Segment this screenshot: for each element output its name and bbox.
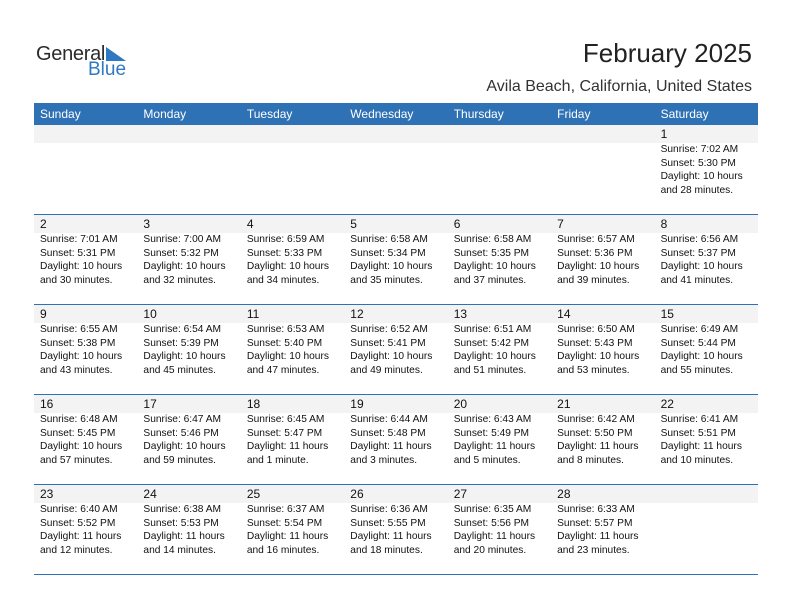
daylight-text: Daylight: 10 hours <box>246 261 329 272</box>
daylight-minutes: and 12 minutes. <box>40 544 113 556</box>
day-number: 7 <box>551 215 654 233</box>
day-cell <box>655 125 758 214</box>
day-number: 2 <box>34 215 137 233</box>
sunrise-text: Sunrise: 6:51 AM <box>453 324 532 335</box>
logo-general-text: General <box>36 43 106 65</box>
sunset-text: Sunset: 5:42 PM <box>453 337 530 349</box>
daylight-minutes: and 55 minutes. <box>660 364 734 376</box>
daylight-minutes: and 45 minutes. <box>143 364 216 376</box>
sunrise-text: Sunrise: 7:01 AM <box>40 234 118 245</box>
location-subtitle: Avila Beach, California, United States <box>486 78 752 95</box>
sunset-text: Sunset: 5:56 PM <box>453 517 530 529</box>
daylight-minutes: and 30 minutes. <box>40 274 113 286</box>
sunset-text: Sunset: 5:47 PM <box>246 427 323 439</box>
weekday-header-friday: Friday <box>557 107 591 121</box>
daylight-text: Daylight: 11 hours <box>40 531 122 542</box>
daylight-text: Daylight: 10 hours <box>453 261 536 272</box>
sunset-text: Sunset: 5:40 PM <box>246 337 323 349</box>
daylight-minutes: and 51 minutes. <box>453 364 527 376</box>
daylight-minutes: and 18 minutes. <box>350 544 423 556</box>
daylight-text: Daylight: 10 hours <box>143 351 226 362</box>
sunrise-text: Sunrise: 7:00 AM <box>143 234 222 245</box>
sunset-text: Sunset: 5:50 PM <box>557 427 633 439</box>
sunrise-text: Sunrise: 6:55 AM <box>40 324 118 335</box>
daylight-text: Daylight: 10 hours <box>660 261 743 272</box>
daylight-minutes: and 20 minutes. <box>453 544 527 556</box>
weekday-header-thursday: Thursday <box>453 107 504 121</box>
day-cell <box>448 485 551 574</box>
day-number: 13 <box>448 305 551 323</box>
day-cell <box>448 395 551 484</box>
sunrise-text: Sunrise: 6:48 AM <box>40 414 118 425</box>
daylight-minutes: and 35 minutes. <box>350 274 423 286</box>
page-title: February 2025 <box>582 38 752 68</box>
daylight-text: Daylight: 11 hours <box>453 441 536 452</box>
day-number: 17 <box>137 395 240 413</box>
empty-day-cell <box>655 485 758 574</box>
day-number: 15 <box>655 305 758 323</box>
day-cell <box>344 215 447 304</box>
day-cell <box>34 215 137 304</box>
week-row <box>34 215 758 305</box>
day-number: 18 <box>241 395 344 413</box>
sunset-text: Sunset: 5:54 PM <box>246 517 323 529</box>
daylight-minutes: and 39 minutes. <box>557 274 630 286</box>
day-number <box>655 485 758 503</box>
weekday-header-row <box>34 103 758 125</box>
sunrise-text: Sunrise: 6:54 AM <box>143 324 222 335</box>
sunset-text: Sunset: 5:31 PM <box>40 247 116 259</box>
day-number <box>344 125 447 143</box>
sunset-text: Sunset: 5:35 PM <box>453 247 530 259</box>
daylight-text: Daylight: 10 hours <box>350 261 433 272</box>
calendar-weeks <box>34 125 758 575</box>
day-number: 1 <box>655 125 758 143</box>
day-number: 24 <box>137 485 240 503</box>
empty-day-cell <box>448 125 551 214</box>
day-number: 5 <box>344 215 447 233</box>
day-cell <box>448 305 551 394</box>
day-number: 14 <box>551 305 654 323</box>
day-number: 20 <box>448 395 551 413</box>
sunrise-text: Sunrise: 7:02 AM <box>660 144 739 155</box>
day-number <box>137 125 240 143</box>
sunset-text: Sunset: 5:45 PM <box>40 427 116 439</box>
day-cell <box>137 305 240 394</box>
daylight-text: Daylight: 10 hours <box>350 351 433 362</box>
day-number <box>551 125 654 143</box>
daylight-text: Daylight: 11 hours <box>246 441 329 452</box>
sunrise-text: Sunrise: 6:45 AM <box>246 414 325 425</box>
sunset-text: Sunset: 5:53 PM <box>143 517 219 529</box>
day-cell <box>551 485 654 574</box>
weekday-header-wednesday: Wednesday <box>350 107 414 121</box>
empty-day-cell <box>137 125 240 214</box>
logo-blue-text: Blue <box>88 59 127 80</box>
sunrise-text: Sunrise: 6:38 AM <box>143 504 222 515</box>
day-cell <box>551 215 654 304</box>
day-number: 12 <box>344 305 447 323</box>
week-row <box>34 395 758 485</box>
day-cell <box>137 215 240 304</box>
sunset-text: Sunset: 5:38 PM <box>40 337 116 349</box>
daylight-text: Daylight: 10 hours <box>660 351 743 362</box>
daylight-text: Daylight: 10 hours <box>40 441 123 452</box>
day-cell <box>448 215 551 304</box>
day-cell <box>137 485 240 574</box>
day-number: 28 <box>551 485 654 503</box>
daylight-minutes: and 14 minutes. <box>143 544 216 556</box>
day-cell <box>241 215 344 304</box>
daylight-minutes: and 16 minutes. <box>246 544 320 556</box>
daylight-text: Daylight: 10 hours <box>143 261 226 272</box>
daylight-minutes: and 3 minutes. <box>350 454 418 466</box>
day-number: 6 <box>448 215 551 233</box>
day-number: 4 <box>241 215 344 233</box>
daylight-minutes: and 5 minutes. <box>453 454 521 466</box>
daylight-minutes: and 1 minute. <box>246 454 309 466</box>
daylight-text: Daylight: 11 hours <box>453 531 536 542</box>
weekday-header-saturday: Saturday <box>660 107 709 121</box>
sunset-text: Sunset: 5:37 PM <box>660 247 736 259</box>
daylight-minutes: and 53 minutes. <box>557 364 630 376</box>
daylight-minutes: and 59 minutes. <box>143 454 216 466</box>
daylight-text: Daylight: 10 hours <box>246 351 329 362</box>
weekday-header-monday: Monday <box>143 107 187 121</box>
sunset-text: Sunset: 5:57 PM <box>557 517 633 529</box>
daylight-text: Daylight: 11 hours <box>350 441 432 452</box>
sunset-text: Sunset: 5:49 PM <box>453 427 530 439</box>
daylight-text: Daylight: 10 hours <box>557 351 640 362</box>
daylight-minutes: and 57 minutes. <box>40 454 113 466</box>
day-number: 3 <box>137 215 240 233</box>
sunrise-text: Sunrise: 6:58 AM <box>453 234 532 245</box>
sunset-text: Sunset: 5:52 PM <box>40 517 116 529</box>
sunrise-text: Sunrise: 6:50 AM <box>557 324 635 335</box>
day-number <box>34 125 137 143</box>
brand-logo <box>36 43 136 83</box>
sunrise-text: Sunrise: 6:47 AM <box>143 414 222 425</box>
sunset-text: Sunset: 5:36 PM <box>557 247 633 259</box>
daylight-text: Daylight: 11 hours <box>660 441 742 452</box>
daylight-minutes: and 41 minutes. <box>660 274 734 286</box>
day-cell <box>241 305 344 394</box>
week-row <box>34 125 758 215</box>
daylight-text: Daylight: 10 hours <box>557 261 640 272</box>
day-cell <box>34 485 137 574</box>
empty-day-cell <box>241 125 344 214</box>
sunset-text: Sunset: 5:55 PM <box>350 517 426 529</box>
day-number: 26 <box>344 485 447 503</box>
sunrise-text: Sunrise: 6:57 AM <box>557 234 635 245</box>
day-number: 21 <box>551 395 654 413</box>
empty-day-cell <box>551 125 654 214</box>
day-number: 8 <box>655 215 758 233</box>
daylight-text: Daylight: 11 hours <box>557 531 639 542</box>
day-number: 25 <box>241 485 344 503</box>
sunset-text: Sunset: 5:46 PM <box>143 427 219 439</box>
sunrise-text: Sunrise: 6:35 AM <box>453 504 532 515</box>
weekday-header-tuesday: Tuesday <box>246 107 293 121</box>
daylight-text: Daylight: 11 hours <box>557 441 639 452</box>
daylight-minutes: and 43 minutes. <box>40 364 113 376</box>
day-number: 11 <box>241 305 344 323</box>
sunrise-text: Sunrise: 6:37 AM <box>246 504 325 515</box>
day-number: 27 <box>448 485 551 503</box>
sunrise-text: Sunrise: 6:42 AM <box>557 414 635 425</box>
day-cell <box>344 305 447 394</box>
sunset-text: Sunset: 5:32 PM <box>143 247 219 259</box>
day-cell <box>344 395 447 484</box>
daylight-text: Daylight: 10 hours <box>143 441 226 452</box>
day-cell <box>551 395 654 484</box>
sunset-text: Sunset: 5:34 PM <box>350 247 426 259</box>
sunrise-text: Sunrise: 6:33 AM <box>557 504 635 515</box>
daylight-minutes: and 8 minutes. <box>557 454 624 466</box>
empty-day-cell <box>344 125 447 214</box>
daylight-text: Daylight: 10 hours <box>453 351 536 362</box>
daylight-text: Daylight: 10 hours <box>660 171 743 182</box>
day-cell <box>655 395 758 484</box>
sunrise-text: Sunrise: 6:36 AM <box>350 504 428 515</box>
daylight-minutes: and 49 minutes. <box>350 364 423 376</box>
daylight-text: Daylight: 11 hours <box>143 531 225 542</box>
sunset-text: Sunset: 5:39 PM <box>143 337 219 349</box>
day-number: 9 <box>34 305 137 323</box>
daylight-minutes: and 37 minutes. <box>453 274 527 286</box>
sunset-text: Sunset: 5:41 PM <box>350 337 426 349</box>
sunrise-text: Sunrise: 6:56 AM <box>660 234 739 245</box>
day-number: 19 <box>344 395 447 413</box>
day-cell <box>241 485 344 574</box>
sunrise-text: Sunrise: 6:40 AM <box>40 504 118 515</box>
daylight-minutes: and 32 minutes. <box>143 274 216 286</box>
day-number: 10 <box>137 305 240 323</box>
day-number <box>241 125 344 143</box>
day-number: 22 <box>655 395 758 413</box>
daylight-minutes: and 23 minutes. <box>557 544 630 556</box>
day-cell <box>34 305 137 394</box>
sunrise-text: Sunrise: 6:58 AM <box>350 234 428 245</box>
sunrise-text: Sunrise: 6:53 AM <box>246 324 325 335</box>
day-cell <box>34 395 137 484</box>
weekday-header-sunday: Sunday <box>40 107 81 121</box>
day-number: 23 <box>34 485 137 503</box>
week-row <box>34 485 758 575</box>
daylight-minutes: and 10 minutes. <box>660 454 734 466</box>
sunset-text: Sunset: 5:43 PM <box>557 337 633 349</box>
day-cell <box>137 395 240 484</box>
sunset-text: Sunset: 5:30 PM <box>660 157 736 169</box>
calendar-grid <box>34 103 758 575</box>
day-number: 16 <box>34 395 137 413</box>
day-cell <box>655 215 758 304</box>
day-cell <box>241 395 344 484</box>
daylight-text: Daylight: 10 hours <box>40 261 123 272</box>
daylight-text: Daylight: 11 hours <box>246 531 329 542</box>
daylight-text: Daylight: 10 hours <box>40 351 123 362</box>
daylight-minutes: and 28 minutes. <box>660 184 734 196</box>
day-cell <box>551 305 654 394</box>
sunset-text: Sunset: 5:33 PM <box>246 247 323 259</box>
sunrise-text: Sunrise: 6:59 AM <box>246 234 325 245</box>
day-cell <box>344 485 447 574</box>
sunset-text: Sunset: 5:48 PM <box>350 427 426 439</box>
sunset-text: Sunset: 5:51 PM <box>660 427 736 439</box>
sunrise-text: Sunrise: 6:52 AM <box>350 324 428 335</box>
week-row <box>34 305 758 395</box>
sunrise-text: Sunrise: 6:44 AM <box>350 414 428 425</box>
day-cell <box>655 305 758 394</box>
sunrise-text: Sunrise: 6:41 AM <box>660 414 739 425</box>
daylight-minutes: and 47 minutes. <box>246 364 320 376</box>
sunrise-text: Sunrise: 6:43 AM <box>453 414 532 425</box>
sunrise-text: Sunrise: 6:49 AM <box>660 324 739 335</box>
empty-day-cell <box>34 125 137 214</box>
day-number <box>448 125 551 143</box>
daylight-text: Daylight: 11 hours <box>350 531 432 542</box>
sunset-text: Sunset: 5:44 PM <box>660 337 736 349</box>
daylight-minutes: and 34 minutes. <box>246 274 320 286</box>
